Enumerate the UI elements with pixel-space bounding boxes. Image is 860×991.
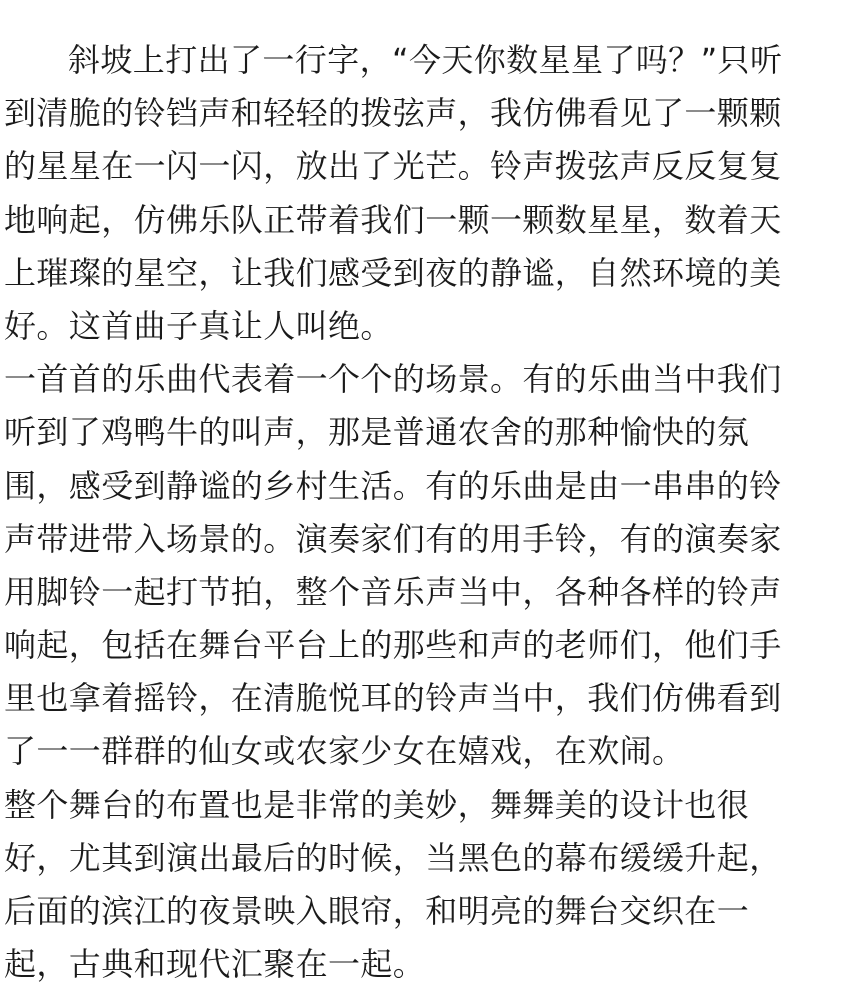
text-line: 声带进带入场景的。演奏家们有的用手铃，有的演奏家 [4, 519, 782, 558]
text-line: 听到了鸡鸭牛的叫声，那是普通农舍的那种愉快的氛 [4, 413, 750, 452]
text-line: 上璀璨的星空，让我们感受到夜的静谧，自然环境的美 [4, 253, 782, 292]
document-body [4, 34, 856, 991]
text-line: 到清脆的铃铛声和轻轻的拨弦声，我仿佛看见了一颗颗 [4, 94, 782, 133]
text-line: 后面的滨江的夜景映入眼帘，和明亮的舞台交织在一 [4, 892, 750, 930]
text-line: 围，感受到静谧的乡村生活。有的乐曲是由一串串的铃 [4, 466, 782, 505]
text-line: 整个舞台的布置也是非常的美妙，舞舞美的设计也很 [4, 785, 750, 824]
text-line: 里也拿着摇铃，在清脆悦耳的铃声当中，我们仿佛看到 [4, 679, 782, 718]
text-line: 好。这首曲子真让人叫绝。 [4, 306, 393, 345]
text-line: 斜坡上打出了一行字，“今天你数星星了吗？”只听 [68, 41, 783, 79]
text-line: 响起，包括在舞台平台上的那些和声的老师们，他们手 [4, 626, 782, 665]
text-line: 了一一群群的仙女或农家少女在嬉戏，在欢闹。 [4, 732, 685, 771]
paragraph-3 [4, 779, 856, 991]
paragraph-2 [4, 353, 856, 779]
text-line: 用脚铃一起打节拍，整个音乐声当中，各种各样的铃声 [4, 572, 782, 611]
text-line: 好，尤其到演出最后的时候，当黑色的幕布缓缓升起， [4, 838, 782, 877]
text-line: 起，古典和现代汇聚在一起。 [4, 945, 426, 984]
text-line: 一首首的乐曲代表着一个个的场景。有的乐曲当中我们 [4, 360, 782, 399]
text-line: 地响起，仿佛乐队正带着我们一颗一颗数星星，数着天 [4, 200, 782, 239]
text-line: 的星星在一闪一闪，放出了光芒。铃声拨弦声反反复复 [4, 147, 782, 186]
paragraph-1 [4, 34, 856, 353]
